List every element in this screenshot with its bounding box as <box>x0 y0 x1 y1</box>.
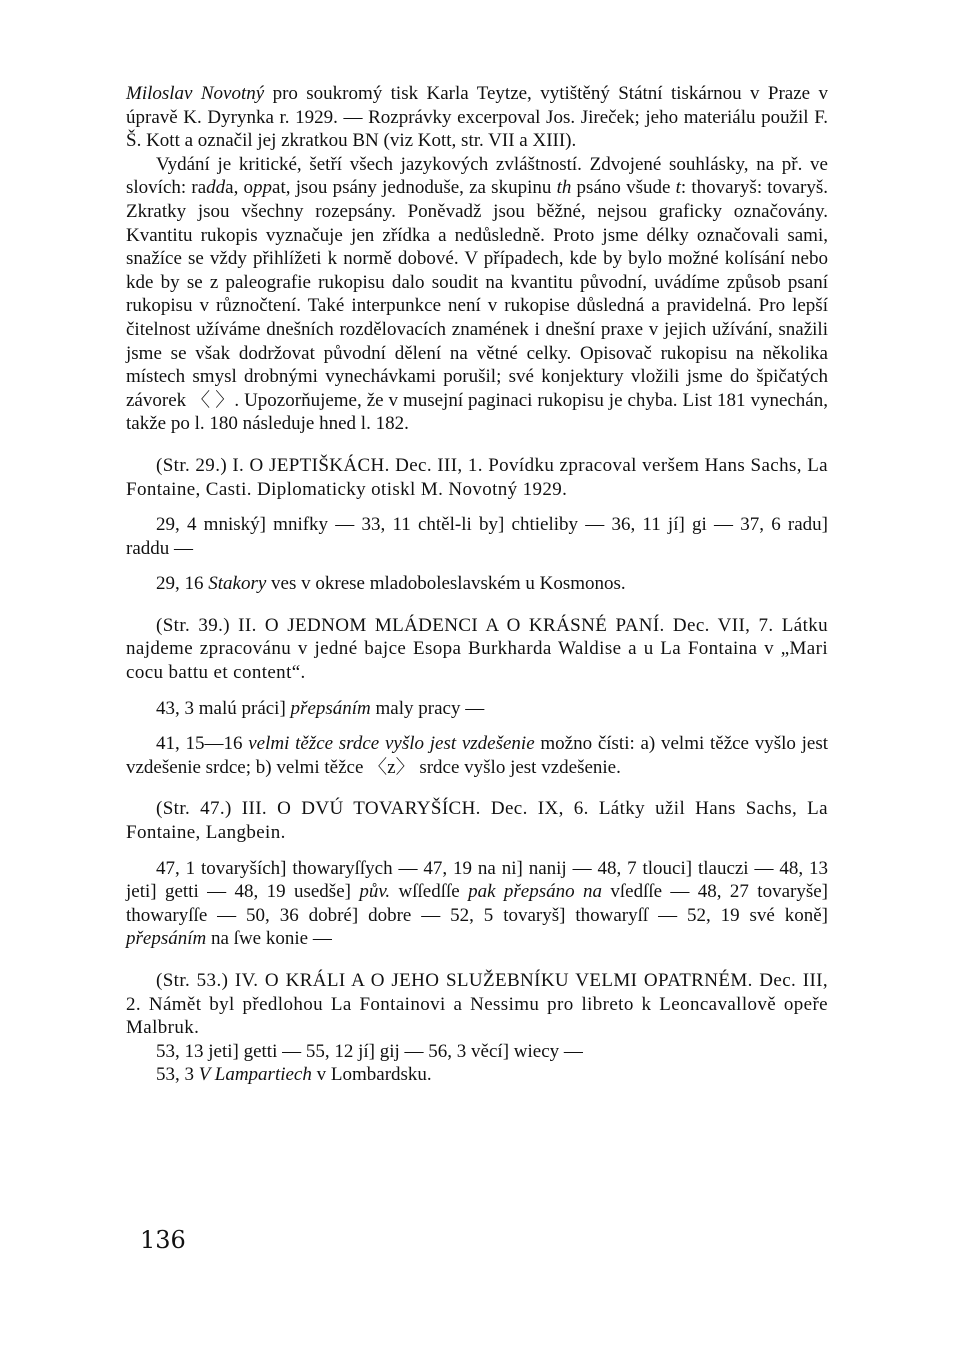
intro-paragraph-1: Miloslav Novotný pro soukromý tisk Karla Teytze, vytištěný Státní tiskárnou v Praze v úpravě K. Dyrynka r. 1929. — Rozprávky excerpoval Jos. Jireček; jeho materiálu použil F. Š. Kott a označil jej zkratkou BN (viz Kott, str. VII a XIII). <box>126 83 828 152</box>
section-note-1a: 29, 4 mniský] mnifky — 33, 11 chtěl-li by] chtieliby — 36, 11 jí] gi — 37, 6 radu] raddu — <box>126 514 828 559</box>
section-note-2a: 43, 3 malú práci] přepsáním maly pracy — <box>156 697 485 719</box>
page-number: 136 <box>140 1226 186 1254</box>
intro-paragraph-2: Vydání je kritické, šetří všech jazykových zvláštností. Zdvojené souhlásky, na př. ve slovích: radda, oppat, jsou psány jednoduše, za skupinu th psáno všude t: thovaryš: tovaryš. Zkratky jsou všechny rozepsány. Poněvadž jsou běžné, nejsou graficky označovány. Kvantitu rukopis vyznačuje jen zřídka a nedůsledně. Proto jsme délky označovali sami, snažíce se vždy přihlížeti k normě dobové. V případech, kde by bylo možné kolísání nebo kde by se z paleografie rukopisu dalo soudit na kvantitu původní, uvádíme způsob psaní rukopisu v různočtení. Také interpunkce není v rukopise důsledná a pravidelná. Pro lepší čitelnost užíváme dnešních rozdělovacích znamének i dnešní praxe v jejich užívání, snažili jsme se však dodržovat původní dělení na větné celky. Opisovač rukopisu na několika místech smysl drobnými vynechávkami porušil; své konjektury vložili jsme do špičatých závorek 〈 〉. Upozorňujeme, že v musejní paginaci rukopisu je chyba. List 181 vynechán, takže po l. 180 následuje hned l. 182. <box>126 153 828 435</box>
section-note-2b: 41, 15—16 velmi těžce srdce vyšlo jest vzdešenie možno čísti: a) velmi těžce vyšlo jest vzdešenie srdce; b) velmi těžce 〈z〉 srdce vyšlo jest vzdešenie. <box>126 733 829 778</box>
section-note-3: 47, 1 tovaryších] thowaryſſych — 47, 19 na ni] nanij — 48, 7 tlouci] tlauczi — 48, 13 jeti] getti — 48, 19 usedše] pův. wſſedſſe pak přepsáno na vſedſſe — 48, 27 tovaryše] thowaryſſe — 50, 36 dobré] dobre — 52, 5 tovaryš] thowaryſſ — 52, 19 své koně] přepsáním na ſwe konie — <box>126 857 828 950</box>
page-text <box>126 82 828 1087</box>
section-note-4b: 53, 3 V Lampartiech v Lombardsku. <box>156 1064 432 1086</box>
section-note-4a: 53, 13 jeti] getti — 55, 12 jí] gij — 56, 3 věcí] wiecy — <box>156 1040 583 1062</box>
section-heading-3: (Str. 47.) III. O DVÚ TOVARYŠÍCH. Dec. IX, 6. Látky užil Hans Sachs, La Fontaine, Langbein. <box>126 798 828 844</box>
section-heading-4: (Str. 53.) IV. O KRÁLI A O JEHO SLUŽEBNÍKU VELMI OPATRNÉM. Dec. III, 2. Námět byl předlohou La Fontainovi a Nessimu pro libreto k Leoncavallově opeře Malbruk. <box>126 970 828 1039</box>
section-heading-1: (Str. 29.) I. O JEPTIŠKÁCH. Dec. III, 1. Povídku zpracoval veršem Hans Sachs, La Fontaine, Casti. Diplomaticky otiskl M. Novotný 1929. <box>126 454 828 500</box>
section-heading-2: (Str. 39.) II. O JEDNOM MLÁDENCI A O KRÁSNÉ PANÍ. Dec. VII, 7. Látku najdeme zpracovánu v jedné bajce Esopa Burkharda Waldise a u La Fontaina v „Mari cocu battu et content“. <box>126 614 828 684</box>
author-name: Miloslav Novotný <box>126 83 265 104</box>
section-note-1b: 29, 16 Stakory ves v okrese mladoboleslavském u Kosmonos. <box>156 573 626 595</box>
